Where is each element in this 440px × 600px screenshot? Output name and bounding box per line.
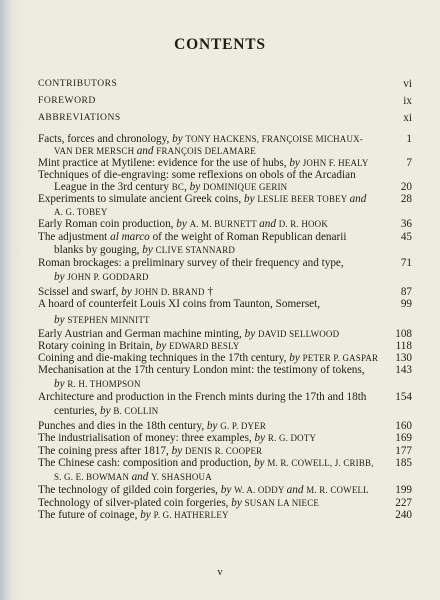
toc-page-number: 71: [400, 257, 412, 269]
title-text: The Chinese cash: composition and production,: [38, 457, 254, 469]
title-text: ,: [184, 181, 190, 193]
toc-entry-text: [54, 182, 287, 193]
author-name: A. M. BURNETT: [189, 219, 260, 229]
author-name: DOMINIQUE GERIN: [203, 182, 288, 192]
toc-page-number: 227: [395, 497, 412, 509]
title-text: Experiments to simulate ancient Greek coins,: [38, 193, 244, 205]
author-name: TONY HACKENS, FRANÇOISE MICHAUX-: [185, 134, 363, 144]
italic-text: by: [289, 157, 303, 169]
toc-page-number: 1: [406, 133, 412, 145]
toc-entry-text: [38, 329, 339, 340]
italic-text: by: [142, 244, 156, 256]
toc-entry-text: [54, 472, 212, 483]
italic-text: by: [54, 314, 68, 326]
author-name: A. G. TOBEY: [54, 207, 108, 217]
title-text: Scissel and swarf,: [38, 286, 122, 298]
title-text: The technology of gilded coin forgeries,: [38, 484, 221, 496]
toc-entry-text: [54, 379, 141, 390]
toc-page-number: 130: [395, 352, 412, 364]
front-matter-label: ABBREVIATIONS: [38, 112, 121, 123]
toc-entry-text: [38, 258, 344, 269]
toc-entry-text: [38, 134, 363, 145]
toc-page-number: 143: [395, 364, 412, 376]
author-name: DAVID SELLWOOD: [257, 329, 340, 339]
title-text: Facts, forces and chronology,: [38, 133, 173, 145]
author-name: JOHN F. HEALY: [302, 158, 369, 168]
toc-entry-text: [38, 365, 365, 376]
italic-text: by: [189, 181, 204, 193]
toc-entry-text: [38, 498, 319, 509]
author-name: M. R. COWELL: [306, 485, 369, 495]
author-name: VAN DER MERSCH: [54, 146, 137, 156]
toc-entry-text: [54, 272, 149, 283]
toc-page-number: 7: [406, 157, 412, 169]
author-name: G. P. DYER: [220, 421, 267, 431]
italic-text: by: [54, 378, 68, 390]
toc-page-number: 240: [395, 509, 412, 521]
italic-text: by: [140, 509, 154, 521]
toc-entry-text: [38, 170, 356, 181]
toc-entry-text: [38, 392, 366, 403]
italic-text: and: [286, 484, 307, 496]
author-name: PETER P. GASPAR: [302, 353, 379, 363]
front-matter-page: vi: [403, 78, 412, 90]
italic-text: by: [220, 484, 235, 496]
author-name: Y. SHASHOUA: [151, 472, 212, 482]
toc-entry-text: [54, 406, 158, 417]
front-matter-page: ix: [403, 95, 412, 107]
title-text: Architecture and production in the French mints during the 17th and 18th: [38, 391, 367, 403]
toc-entry-text: [38, 421, 266, 432]
title-text: Coining and die-making techniques in the 17th century,: [38, 352, 290, 364]
author-name: FRANÇOIS DELAMARE: [156, 146, 256, 156]
toc-page-number: 199: [395, 484, 412, 496]
author-name: JOHN D. BRAND: [134, 287, 205, 297]
title-text: Rotary coining in Britain,: [38, 340, 156, 352]
italic-text: by: [253, 457, 268, 469]
author-name: D. R. HOOK: [278, 219, 329, 229]
title-text: Techniques of die-engraving: some reflexions on obols of the Arcadian: [38, 169, 356, 181]
italic-text: by: [54, 271, 68, 283]
toc-page-number: 108: [395, 328, 412, 340]
italic-text: and: [131, 471, 152, 483]
author-name: CLIVE STANNARD: [155, 245, 236, 255]
italic-text: by: [99, 405, 114, 417]
italic-text: by: [171, 445, 185, 457]
italic-text: by: [206, 420, 221, 432]
italic-text: by: [231, 497, 245, 509]
italic-text: by: [243, 193, 258, 205]
toc-entry-text: [38, 341, 240, 352]
author-name: JOHN P. GODDARD: [67, 272, 149, 282]
title-text: Technology of silver-plated coin forgeries,: [38, 497, 232, 509]
italic-text: and: [259, 218, 279, 230]
toc-entry-text: [54, 146, 256, 157]
title-text: †: [204, 286, 214, 298]
title-text: centuries,: [54, 405, 100, 417]
toc-entry-text: [38, 194, 366, 205]
title-text: blanks by gouging,: [54, 244, 143, 256]
title-text: Roman brockages: a preliminary survey of their frequency and type,: [38, 257, 344, 269]
toc-entry-text: [38, 458, 374, 469]
toc-entry-text: [38, 299, 320, 310]
folio-page-number: v: [217, 567, 223, 578]
toc-page-number: 28: [400, 193, 412, 205]
author-name: DENIS R. COOPER: [184, 446, 263, 456]
contents-heading: CONTENTS: [174, 36, 266, 53]
title-text: Early Austrian and German machine minting,: [38, 328, 245, 340]
toc-entry-text: [38, 353, 378, 364]
toc-entry-text: [54, 207, 108, 218]
italic-text: by: [176, 218, 190, 230]
toc-page-number: 185: [395, 457, 412, 469]
author-name: R. H. THOMPSON: [67, 379, 141, 389]
front-matter-label: FOREWORD: [38, 95, 96, 106]
toc-page-number: 45: [400, 231, 412, 243]
toc-entry-text: [54, 245, 235, 256]
italic-text: al marco: [110, 231, 150, 243]
author-name: S. G. E. BOWMAN: [54, 472, 132, 482]
author-name: R. G. DOTY: [267, 433, 317, 443]
italic-text: by: [254, 432, 268, 444]
toc-page-number: 154: [395, 391, 412, 403]
author-name: STEPHEN MINNITT: [67, 315, 150, 325]
author-name: LESLIE BEER TOBEY: [257, 194, 350, 204]
toc-page-number: 20: [400, 181, 412, 193]
toc-page-number: 177: [395, 445, 412, 457]
toc-entry-text: [38, 446, 262, 457]
title-text: The coining press after 1817,: [38, 445, 172, 457]
italic-text: and: [349, 193, 367, 205]
toc-page-number: 87: [400, 286, 412, 298]
title-text: The industrialisation of money: three examples,: [38, 432, 255, 444]
toc-entry-text: [38, 485, 369, 496]
toc-entry-text: [54, 315, 150, 326]
title-text: A hoard of counterfeit Louis XI coins from Taunton, Somerset,: [38, 298, 321, 310]
author-name: P. G. HATHERLEY: [153, 510, 229, 520]
toc-entry-text: [38, 510, 229, 521]
author-name: SUSAN LA NIECE: [244, 498, 320, 508]
italic-text: by: [289, 352, 303, 364]
toc-entry-text: [38, 158, 369, 169]
italic-text: and: [136, 145, 157, 157]
toc-page-number: 99: [400, 298, 412, 310]
title-text: Punches and dies in the 18th century,: [38, 420, 207, 432]
toc-entry-text: [38, 433, 316, 444]
italic-text: by: [121, 286, 135, 298]
italic-text: by: [155, 340, 170, 352]
toc-entry-text: [38, 219, 328, 230]
title-text: League in the 3rd century: [54, 181, 172, 193]
author-name: EDWARD BESLY: [169, 341, 240, 351]
toc-entry-text: [38, 287, 213, 298]
author-name: M. R. COWELL, J. CRIBB,: [267, 458, 374, 468]
title-text: The future of coinage,: [38, 509, 141, 521]
toc-page-number: 118: [395, 340, 412, 352]
italic-text: by: [172, 133, 186, 145]
toc-page-number: 36: [400, 218, 412, 230]
italic-text: by: [244, 328, 258, 340]
title-text: Early Roman coin production,: [38, 218, 177, 230]
title-text: The adjustment: [38, 231, 111, 243]
toc-page-number: 169: [395, 432, 412, 444]
author-name: B. COLLIN: [113, 406, 159, 416]
title-text: Mechanisation at the 17th century London mint: the testimony of tokens,: [38, 364, 365, 376]
author-name: W. A. ODDY: [234, 485, 287, 495]
front-matter-label: CONTRIBUTORS: [38, 78, 118, 89]
title-text: of the weight of Roman Republican denarii: [149, 231, 347, 243]
author-name: BC: [171, 182, 185, 192]
toc-page-number: 160: [395, 420, 412, 432]
title-text: Mint practice at Mytilene: evidence for the use of hubs,: [38, 157, 290, 169]
toc-entry-text: [38, 232, 346, 243]
page-binding-edge: [0, 0, 12, 600]
front-matter-page: xi: [403, 112, 412, 124]
